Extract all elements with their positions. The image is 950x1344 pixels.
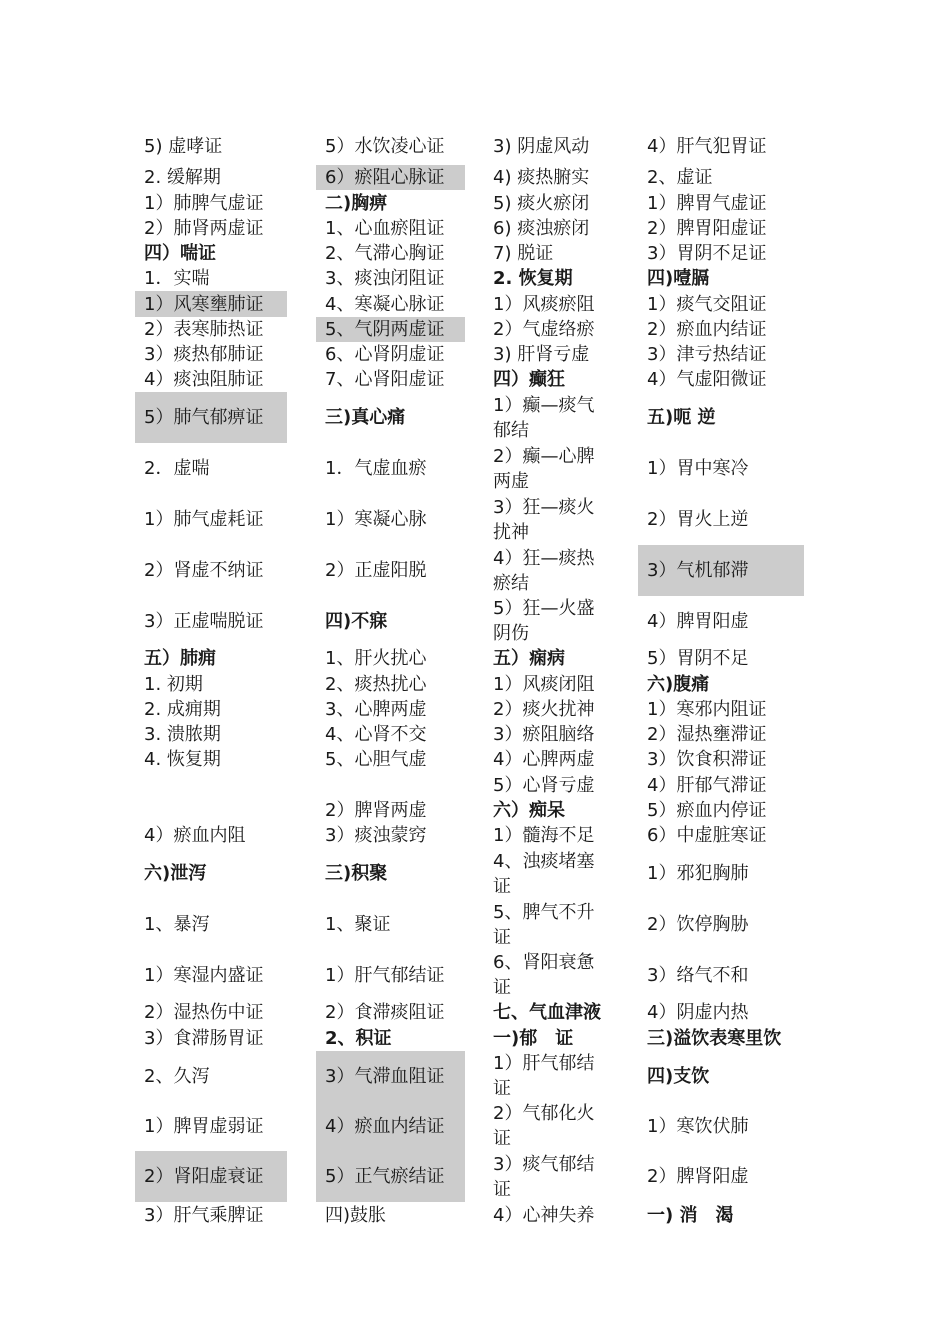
syndrome-item-r11-c1: 1．气虚血瘀 <box>325 458 427 479</box>
syndrome-item-r24-c3: 2）饮停胸胁 <box>647 914 749 935</box>
syndrome-item-r12-c2: 3）狂—痰火 扰神 <box>493 496 595 543</box>
syndrome-item-r3-c0: 2）肺肾两虚证 <box>144 218 264 239</box>
syndrome-item-r14-c0: 3）正虚喘脱证 <box>144 610 264 632</box>
syndrome-item-r8-c3: 3）津亏热结证 <box>647 344 767 365</box>
section-heading-r16-c3: 六)腹痛 <box>647 673 710 695</box>
section-heading-r27-c1: 2、积证 <box>325 1027 392 1049</box>
syndrome-item-r20-c3: 4）肝郁气滞证 <box>647 774 767 796</box>
section-heading-r14-c1: 四)不寐 <box>325 610 388 632</box>
syndrome-item-r12-c1: 1）寒凝心脉 <box>325 509 427 530</box>
syndrome-item-r9-c3: 4）气虚阳微证 <box>647 369 767 390</box>
syndrome-item-r8-c2: 3) 肝肾亏虚 <box>493 344 590 365</box>
syndrome-item-r26-c0: 2）湿热伤中证 <box>144 1002 264 1023</box>
syndrome-item-r25-c2: 6、肾阳衰惫 证 <box>493 952 595 998</box>
syndrome-item-r17-c2: 2）痰火扰神 <box>493 699 595 720</box>
syndrome-item-r18-c3: 2）湿热壅滞证 <box>647 724 767 745</box>
section-heading-r27-c3: 三)溢饮表寒里饮 <box>647 1027 782 1049</box>
syndrome-item-r4-c3: 3）胃阴不足证 <box>647 243 767 264</box>
section-heading-r23-c0: 六)泄泻 <box>144 863 207 884</box>
section-heading-r27-c2: 一)郁 证 <box>493 1027 574 1049</box>
syndrome-item-r18-c0: 3. 溃脓期 <box>144 724 221 745</box>
syndrome-item-r25-c0: 1）寒湿内盛证 <box>144 964 264 986</box>
syndrome-item-r19-c0: 4. 恢复期 <box>144 749 221 770</box>
syndrome-item-r28-c0: 2、久泻 <box>144 1065 210 1087</box>
syndrome-item-r13-c2: 4）狂—痰热 瘀结 <box>493 547 595 594</box>
section-heading-r5-c3: 四)噎膈 <box>647 268 710 289</box>
syndrome-item-r11-c0: 2．虚喘 <box>144 458 210 479</box>
syndrome-item-r15-c1: 1、肝火扰心 <box>325 648 427 669</box>
syndrome-item-r4-c1: 2、气滞心胸证 <box>325 243 445 264</box>
syndrome-item-r3-c3: 2）脾胃阳虚证 <box>647 218 767 239</box>
syndrome-item-r1-c1: 6）瘀阻心脉证 <box>316 165 465 190</box>
syndrome-item-r29-c2: 2）气郁化火 证 <box>493 1103 595 1149</box>
syndrome-item-r22-c2: 1）髓海不足 <box>493 825 595 846</box>
syndrome-item-r12-c3: 2）胃火上逆 <box>647 509 749 530</box>
syndrome-item-r27-c0: 3）食滞肠胃证 <box>144 1027 264 1049</box>
section-heading-r23-c1: 三)积聚 <box>325 863 388 884</box>
syndrome-item-r6-c0: 1）风寒壅肺证 <box>135 291 287 317</box>
syndrome-item-r14-c2: 5）狂—火盛 阴伤 <box>493 598 595 644</box>
syndrome-item-r29-c0: 1）脾胃虚弱证 <box>144 1115 264 1137</box>
section-heading-r15-c2: 五）痫病 <box>493 648 565 669</box>
syndrome-item-r16-c2: 1）风痰闭阻 <box>493 673 595 695</box>
syndrome-item-r20-c0 <box>135 772 287 798</box>
syndrome-item-r16-c1: 2、痰热扰心 <box>325 673 427 695</box>
syndrome-item-r21-c1: 2）脾肾两虚 <box>325 800 427 821</box>
syndrome-item-r9-c1: 7、心肾阳虚证 <box>325 369 445 390</box>
syndrome-item-r30-c1: 5）正气瘀结证 <box>316 1151 465 1202</box>
syndrome-item-r6-c3: 1）痰气交阻证 <box>647 293 767 315</box>
syndrome-item-r22-c3: 6）中虚脏寒证 <box>647 825 767 846</box>
section-heading-r28-c3: 四)支饮 <box>647 1065 710 1087</box>
syndrome-item-r25-c3: 3）络气不和 <box>647 964 749 986</box>
syndrome-item-r8-c0: 3）痰热郁肺证 <box>144 344 264 365</box>
syndrome-item-r7-c0: 2）表寒肺热证 <box>144 319 264 340</box>
syndrome-item-r1-c3: 2、虚证 <box>647 167 713 188</box>
syndrome-item-r1-c2: 4) 痰热腑实 <box>493 167 590 188</box>
syndrome-item-r12-c0: 1）肺气虚耗证 <box>144 509 264 530</box>
syndrome-item-r29-c3: 1）寒饮伏肺 <box>647 1115 749 1137</box>
syndrome-item-r26-c1: 2）食滞痰阻证 <box>325 1002 445 1023</box>
syndrome-item-r13-c1: 2）正虚阳脱 <box>325 560 427 581</box>
section-heading-r10-c1: 三)真心痛 <box>325 407 406 428</box>
syndrome-item-r19-c3: 3）饮食积滞证 <box>647 749 767 770</box>
syndrome-item-r19-c1: 5、心胆气虚 <box>325 749 427 770</box>
syndrome-item-r13-c0: 2）肾虚不纳证 <box>144 560 264 581</box>
syndrome-item-r6-c1: 4、寒凝心脉证 <box>325 293 445 315</box>
syndrome-item-r24-c0: 1、暴泻 <box>144 914 210 935</box>
syndrome-item-r21-c3: 5）瘀血内停证 <box>647 800 767 821</box>
syndrome-item-r2-c3: 1）脾胃气虚证 <box>647 192 767 214</box>
syndrome-item-r2-c2: 5) 痰火瘀闭 <box>493 192 590 214</box>
syndrome-item-r30-c2: 3）痰气郁结 证 <box>493 1153 595 1200</box>
syndrome-item-r22-c0: 4）瘀血内阻 <box>144 825 246 846</box>
syndrome-item-r17-c1: 3、心脾两虚 <box>325 699 427 720</box>
syndrome-item-r11-c3: 1）胃中寒冷 <box>647 458 749 479</box>
syndrome-item-r15-c3: 5）胃阴不足 <box>647 648 749 669</box>
syndrome-item-r9-c0: 4）痰浊阻肺证 <box>144 369 264 390</box>
syndrome-item-r22-c1: 3）痰浊蒙窍 <box>325 825 427 846</box>
syndrome-item-r16-c0: 1. 初期 <box>144 673 203 695</box>
syndrome-item-r31-c0: 3）肝气乘脾证 <box>144 1204 264 1226</box>
section-heading-r2-c1: 二)胸痹 <box>325 192 388 214</box>
syndrome-item-r7-c2: 2）气虚络瘀 <box>493 319 595 340</box>
syndrome-item-r31-c1: 四)鼓胀 <box>325 1204 387 1226</box>
syndrome-item-r7-c3: 2）瘀血内结证 <box>647 319 767 340</box>
syndrome-item-r2-c0: 1）肺脾气虚证 <box>144 192 264 214</box>
syndrome-item-r20-c2: 5）心肾亏虚 <box>493 774 595 796</box>
syndrome-item-r28-c1: 3）气滞血阻证 <box>316 1051 465 1101</box>
syndrome-item-r10-c0: 5）肺气郁痹证 <box>135 392 287 443</box>
syndrome-item-r30-c0: 2）肾阳虚衰证 <box>135 1151 287 1202</box>
syndrome-item-r18-c2: 3）瘀阻脑络 <box>493 724 595 745</box>
syndrome-item-r0-c1: 5）水饮凌心证 <box>325 136 445 157</box>
syndrome-item-r6-c2: 1）风痰瘀阻 <box>493 293 595 315</box>
syndrome-item-r1-c0: 2. 缓解期 <box>144 167 221 188</box>
syndrome-item-r3-c1: 1、心血瘀阻证 <box>325 218 445 239</box>
section-heading-r4-c0: 四）喘证 <box>144 243 216 264</box>
syndrome-item-r17-c3: 1）寒邪内阻证 <box>647 699 767 720</box>
syndrome-item-r29-c1: 4）瘀血内结证 <box>316 1101 465 1151</box>
syndrome-item-r24-c2: 5、脾气不升 证 <box>493 901 595 948</box>
syndrome-item-r11-c2: 2）癫—心脾 两虚 <box>493 445 595 492</box>
section-heading-r10-c3: 五)呃 逆 <box>647 407 716 428</box>
section-heading-r26-c2: 七、气血津液 <box>493 1002 601 1023</box>
syndrome-item-r14-c3: 4）脾胃阳虚 <box>647 610 749 632</box>
syndrome-item-r10-c2: 1）癫—痰气 郁结 <box>493 394 595 441</box>
syndrome-item-r7-c1: 5、气阴两虚证 <box>316 317 465 342</box>
syndrome-item-r0-c3: 4）肝气犯胃证 <box>647 136 767 157</box>
syndrome-item-r23-c3: 1）邪犯胸肺 <box>647 863 749 884</box>
syndrome-item-r18-c1: 4、心肾不交 <box>325 724 427 745</box>
section-heading-r5-c2: 2. 恢复期 <box>493 268 573 289</box>
syndrome-item-r13-c3: 3）气机郁滞 <box>638 545 804 596</box>
syndrome-item-r25-c1: 1）肝气郁结证 <box>325 964 445 986</box>
syndrome-item-r31-c2: 4）心神失养 <box>493 1204 595 1226</box>
syndrome-item-r20-c1 <box>316 772 465 798</box>
syndrome-item-r4-c2: 7) 脱证 <box>493 243 554 264</box>
syndrome-item-r8-c1: 6、心肾阴虚证 <box>325 344 445 365</box>
section-heading-r31-c3: 一) 消 渴 <box>647 1204 734 1226</box>
syndrome-item-r0-c2: 3) 阴虚风动 <box>493 136 590 157</box>
syndrome-item-r26-c3: 4）阴虚内热 <box>647 1002 749 1023</box>
syndrome-item-r23-c2: 4、浊痰堵塞 证 <box>493 850 595 897</box>
syndrome-item-r5-c1: 3、痰浊闭阻证 <box>325 268 445 289</box>
section-heading-r21-c2: 六）痴呆 <box>493 800 565 821</box>
syndrome-item-r0-c0: 5) 虚哮证 <box>144 136 223 157</box>
syndrome-item-r5-c0: 1．实喘 <box>144 268 210 289</box>
syndrome-item-r19-c2: 4）心脾两虚 <box>493 749 595 770</box>
syndrome-item-r17-c0: 2. 成痈期 <box>144 699 221 720</box>
section-heading-r15-c0: 五）肺痈 <box>144 648 216 669</box>
syndrome-item-r30-c3: 2）脾肾阳虚 <box>647 1166 749 1187</box>
section-heading-r9-c2: 四）癫狂 <box>493 369 565 390</box>
syndrome-item-r24-c1: 1、聚证 <box>325 914 391 935</box>
syndrome-item-r28-c2: 1）肝气郁结 证 <box>493 1053 595 1099</box>
syndrome-item-r21-c0 <box>135 798 287 823</box>
syndrome-item-r3-c2: 6) 痰浊瘀闭 <box>493 218 590 239</box>
